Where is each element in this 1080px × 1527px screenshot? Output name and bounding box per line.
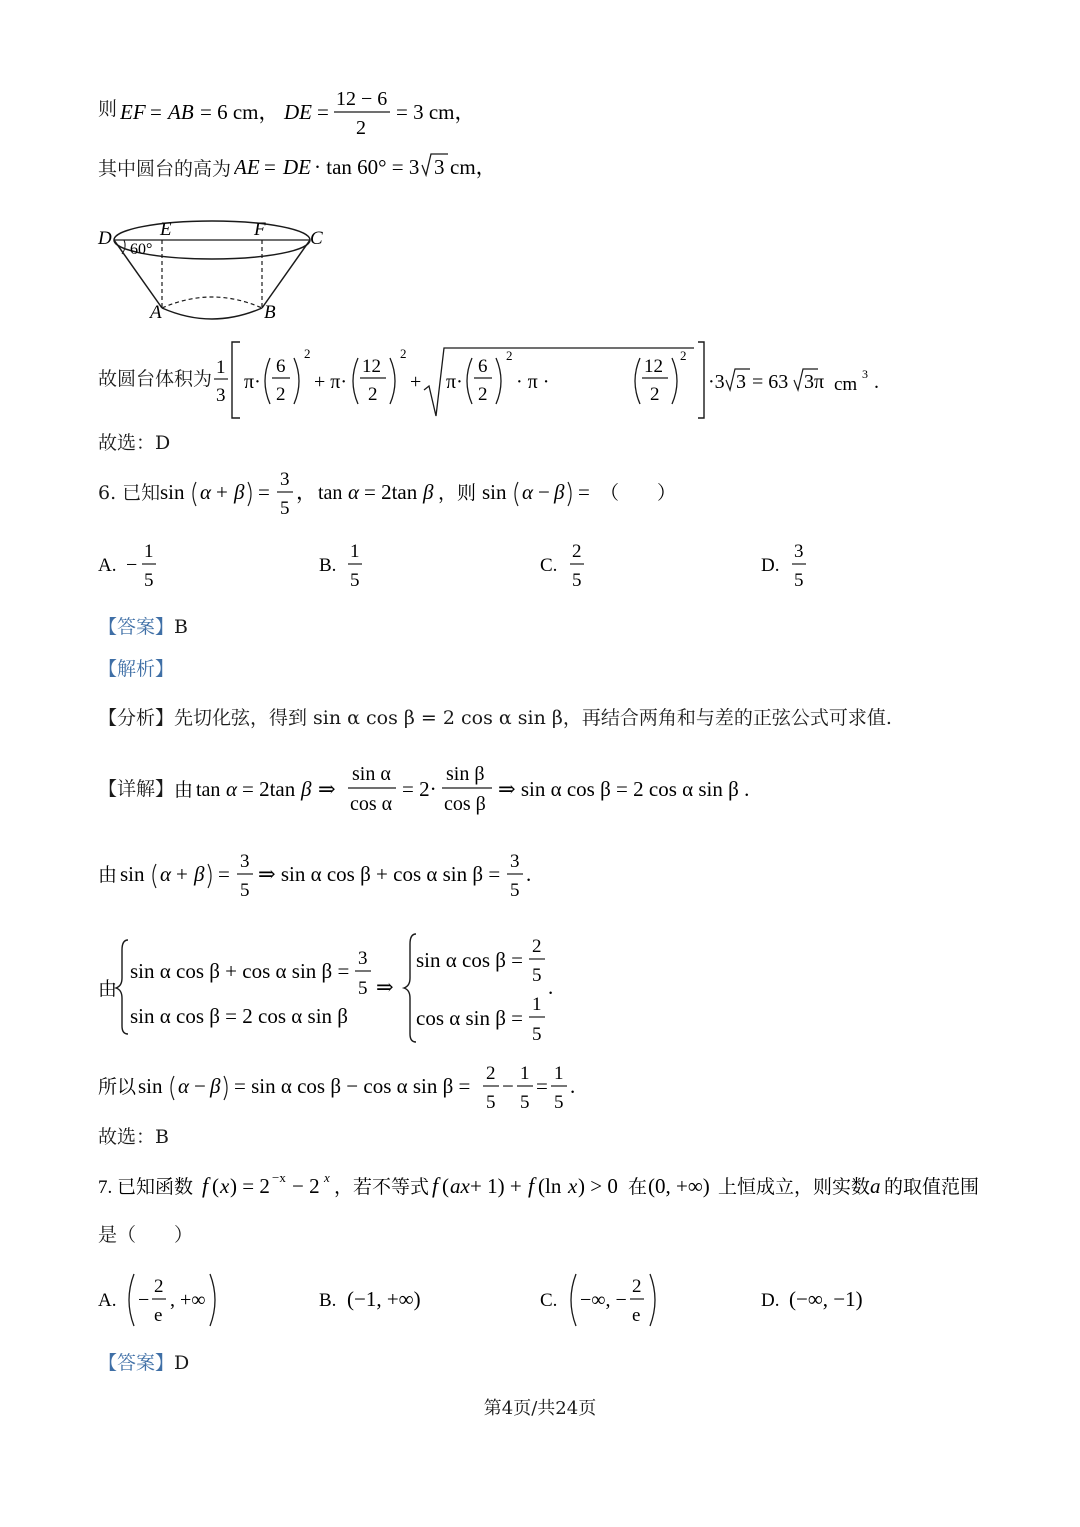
svg-text:，: ，: [296, 480, 317, 504]
svg-text:+ 1) +: + 1) +: [470, 1174, 522, 1198]
svg-text:−∞, −: −∞, −: [580, 1289, 627, 1311]
line-prefix: 其中圆台的高为: [98, 158, 232, 180]
svg-text:在: 在: [628, 1177, 648, 1198]
svg-text:B.: B.: [319, 555, 337, 576]
q6-option-d-svg: [761, 540, 821, 592]
svg-text:⇒: ⇒: [318, 777, 336, 801]
svg-text:, +∞: , +∞: [170, 1289, 206, 1311]
svg-text:3: 3: [240, 851, 250, 872]
svg-text:+: +: [216, 480, 228, 504]
svg-text:=: =: [258, 480, 270, 504]
q6-number: 6. 已知: [98, 482, 161, 504]
svg-text:2: 2: [680, 348, 687, 363]
svg-text:(0, +∞): (0, +∞): [648, 1174, 710, 1198]
svg-text:f: f: [432, 1173, 439, 1198]
svg-text:2: 2: [632, 1276, 642, 1297]
svg-text:C.: C.: [540, 1290, 558, 1311]
answer-tag: 【答案】: [98, 1352, 175, 1374]
svg-text:5: 5: [532, 965, 542, 986]
page-footer: 第4页/共24页: [483, 1398, 597, 1419]
svg-text:= 6 cm，: = 6 cm，: [200, 100, 280, 124]
label-b: B: [264, 302, 276, 323]
svg-text:DE: DE: [283, 155, 311, 179]
svg-text:−: −: [126, 554, 138, 576]
svg-text:= 63: = 63: [752, 371, 789, 393]
svg-text:+: +: [410, 371, 422, 393]
svg-text:e: e: [632, 1305, 641, 1326]
svg-text:cos β: cos β: [444, 793, 486, 815]
svg-text:2: 2: [276, 384, 286, 405]
detail-formula-3: [98, 930, 598, 1050]
svg-text:a: a: [870, 1174, 881, 1198]
q6-option-b-svg: [319, 540, 379, 592]
svg-text:2: 2: [356, 117, 366, 138]
svg-text:5: 5: [350, 570, 360, 591]
svg-text:cos α sin β =: cos α sin β =: [416, 1006, 524, 1030]
svg-text:2: 2: [304, 346, 311, 361]
svg-text:的取值范围: 的取值范围: [884, 1177, 980, 1198]
svg-text:3: 3: [280, 469, 290, 490]
svg-text:f: f: [202, 1173, 209, 1198]
svg-text:A.: A.: [98, 1290, 117, 1311]
svg-text:B.: B.: [319, 1290, 337, 1311]
formula-height: [234, 148, 494, 188]
svg-text:β: β: [554, 480, 565, 504]
detail-formula-2-svg: [98, 848, 618, 904]
svg-text:5: 5: [520, 1092, 530, 1113]
svg-text:· π ·: · π ·: [516, 371, 550, 393]
svg-text:由: 由: [98, 865, 118, 886]
svg-text:(: (: [212, 1174, 219, 1198]
svg-text:1: 1: [350, 541, 360, 562]
svg-text:π·: π·: [446, 371, 463, 393]
svg-text:(ln: (ln: [538, 1174, 562, 1198]
svg-text:+: +: [176, 862, 188, 886]
q6-option-a-svg: [98, 540, 178, 592]
fenxi-text: 先切化弦，得到 sin α cos β = 2 cos α sin β，再结合两角和与差的正弦公式可求值.: [174, 707, 892, 729]
svg-text:e: e: [154, 1305, 163, 1326]
q6-answer-line: [98, 618, 188, 637]
svg-text:3: 3: [736, 371, 746, 393]
q7-option-b: [319, 1270, 439, 1334]
svg-text:.: .: [570, 1074, 576, 1098]
svg-text:cos α: cos α: [350, 793, 393, 815]
svg-text:sin α cos β + cos α sin β =: sin α cos β + cos α sin β =: [130, 959, 350, 983]
svg-text:β: β: [234, 480, 245, 504]
svg-text:β: β: [194, 862, 205, 886]
svg-text:12 − 6: 12 − 6: [336, 88, 388, 110]
formula-volume: [214, 340, 894, 426]
svg-text:π·: π·: [244, 371, 261, 393]
formula-ef-de-svg: [120, 88, 520, 138]
q7-option-a: [98, 1270, 228, 1334]
label-f: F: [254, 219, 266, 240]
q6-option-c: [540, 540, 600, 596]
line-prefix: 故圆台体积为: [98, 368, 213, 390]
svg-text:5: 5: [532, 1024, 542, 1045]
svg-text:2: 2: [486, 1063, 496, 1084]
q7-option-d-svg: [761, 1270, 881, 1330]
q7-option-b-svg: [319, 1270, 439, 1330]
svg-text:3: 3: [862, 367, 868, 381]
svg-text:EF: EF: [120, 100, 146, 124]
svg-text:5: 5: [794, 570, 804, 591]
formula-height-svg: [234, 148, 494, 184]
svg-text:上恒成立，则实数: 上恒成立，则实数: [718, 1177, 871, 1198]
svg-text:D.: D.: [761, 1290, 780, 1311]
fenxi-line: [98, 709, 892, 728]
q7-answer: D: [174, 1352, 190, 1374]
svg-text:· tan 60° = 3: · tan 60° = 3: [314, 155, 420, 179]
svg-text:⇒ sin α cos β = 2 cos α sin β: ⇒ sin α cos β = 2 cos α sin β .: [498, 777, 750, 801]
svg-text:x: x: [568, 1174, 578, 1198]
analysis-tag: 【解析】: [98, 658, 175, 680]
svg-text:β: β: [301, 777, 312, 801]
svg-text:.: .: [874, 371, 879, 393]
svg-text:C.: C.: [540, 555, 558, 576]
svg-text:AE: AE: [234, 155, 260, 179]
svg-text:=: =: [536, 1074, 548, 1098]
svg-text:=: =: [150, 100, 162, 124]
svg-text:= 2tan: = 2tan: [364, 480, 418, 504]
svg-text:=: =: [578, 480, 590, 504]
q6-option-d: [761, 540, 821, 596]
formula-volume-svg: [214, 340, 894, 422]
svg-text:cm: cm: [834, 374, 858, 395]
svg-text:⇒ sin α cos β + cos α sin β =: ⇒ sin α cos β + cos α sin β =: [258, 862, 501, 886]
svg-text:2: 2: [154, 1276, 164, 1297]
svg-text:= 2·: = 2·: [402, 777, 437, 801]
label-a: A: [150, 302, 162, 323]
q6-answer: B: [174, 616, 188, 638]
svg-text:3: 3: [358, 948, 368, 969]
svg-text:DE: DE: [284, 100, 312, 124]
svg-text:tan: tan: [196, 779, 221, 801]
q6-option-c-svg: [540, 540, 600, 592]
svg-text:5: 5: [280, 498, 290, 519]
detail-formula-1-svg: [174, 760, 874, 822]
q7-formula: [98, 1168, 988, 1212]
svg-text:1: 1: [532, 994, 542, 1015]
detail-formula-1: [174, 760, 874, 826]
svg-text:sin: sin: [138, 1074, 163, 1098]
svg-text:3: 3: [794, 541, 804, 562]
svg-text:5: 5: [572, 570, 582, 591]
svg-text:) = 2: ) = 2: [230, 1174, 270, 1198]
svg-text:1: 1: [144, 541, 154, 562]
svg-text:(−∞, −1): (−∞, −1): [789, 1287, 863, 1311]
svg-text:12: 12: [362, 356, 381, 377]
svg-text:=: =: [218, 862, 230, 886]
label-d: D: [98, 228, 112, 249]
q6-formula-svg: [160, 468, 780, 524]
svg-text:2: 2: [400, 346, 407, 361]
svg-text:= sin α cos β − cos α sin β =: = sin α cos β − cos α sin β =: [234, 1074, 471, 1098]
svg-text:sin: sin: [120, 862, 145, 886]
svg-text:β: β: [210, 1074, 221, 1098]
svg-text:(−1, +∞): (−1, +∞): [347, 1287, 421, 1311]
svg-text:−: −: [194, 1074, 206, 1098]
q7-option-c-svg: [540, 1270, 670, 1330]
svg-text:cm，: cm，: [450, 155, 494, 179]
svg-text:，则: ，则: [438, 483, 477, 504]
label-e: E: [160, 219, 172, 240]
fenxi-tag: 【分析】: [98, 707, 175, 729]
svg-text:α: α: [348, 480, 360, 504]
svg-text:α: α: [160, 862, 172, 886]
q7-option-a-svg: [98, 1270, 228, 1330]
svg-text:1: 1: [554, 1063, 564, 1084]
svg-text:x: x: [324, 1170, 330, 1185]
svg-text:5: 5: [554, 1092, 564, 1113]
svg-text:5: 5: [240, 880, 250, 901]
q7-formula-svg: [98, 1168, 988, 1208]
svg-text:3: 3: [216, 385, 226, 406]
svg-text:2: 2: [478, 384, 488, 405]
svg-text:+ π·: + π·: [314, 371, 348, 393]
detail-formula-4: [98, 1060, 618, 1120]
svg-text:2: 2: [650, 384, 660, 405]
svg-text:sin: sin: [482, 480, 507, 504]
svg-text:ax: ax: [450, 1174, 470, 1198]
svg-text:.: .: [526, 862, 532, 886]
svg-text:AB: AB: [168, 100, 194, 124]
line-prefix: 则: [98, 98, 118, 120]
svg-text:（ ）: （ ）: [600, 483, 677, 504]
svg-text:f: f: [528, 1173, 535, 1198]
svg-text:5: 5: [358, 978, 368, 999]
svg-text:5: 5: [486, 1092, 496, 1113]
svg-text:x: x: [220, 1174, 230, 1198]
svg-text:·3: ·3: [708, 371, 725, 393]
svg-text:β: β: [423, 480, 434, 504]
label-c: C: [310, 228, 323, 249]
svg-text:sin α: sin α: [352, 763, 391, 785]
svg-text:α: α: [522, 480, 534, 504]
svg-text:α: α: [200, 480, 212, 504]
q6-formula: [160, 468, 780, 528]
svg-text:由: 由: [174, 780, 194, 801]
svg-text:=: =: [264, 155, 276, 179]
q7-option-c: [540, 1270, 670, 1334]
svg-text:6: 6: [478, 356, 488, 377]
detail-formula-4-svg: [98, 1060, 618, 1116]
svg-text:tan: tan: [318, 482, 343, 504]
svg-text:由: 由: [98, 979, 118, 1000]
svg-text:(: (: [442, 1174, 449, 1198]
svg-text:sin: sin: [160, 480, 185, 504]
svg-text:3π: 3π: [804, 371, 825, 393]
svg-text:α: α: [226, 777, 238, 801]
svg-text:= 3 cm，: = 3 cm，: [396, 100, 476, 124]
svg-text:1: 1: [216, 357, 226, 378]
choose-6: 故选：B: [98, 1126, 169, 1148]
choose-5: 故选：D: [98, 432, 171, 454]
svg-text:7. 已知函数: 7. 已知函数: [98, 1177, 194, 1198]
svg-text:.: .: [548, 975, 554, 999]
q7-answer-line: [98, 1354, 189, 1373]
frustum-figure: [96, 218, 336, 328]
svg-text:) > 0: ) > 0: [578, 1174, 618, 1198]
answer-tag: 【答案】: [98, 616, 175, 638]
svg-text:−: −: [538, 480, 550, 504]
q6-option-a: [98, 540, 178, 596]
svg-text:3: 3: [434, 155, 445, 179]
svg-text:1: 1: [520, 1063, 530, 1084]
svg-text:sin α cos β =: sin α cos β =: [416, 948, 524, 972]
svg-text:5: 5: [510, 880, 520, 901]
detail-formula-3-svg: [98, 930, 598, 1046]
svg-text:α: α: [178, 1074, 190, 1098]
svg-text:6: 6: [276, 356, 286, 377]
formula-ef-de: [120, 88, 520, 142]
svg-text:sin β: sin β: [446, 763, 485, 785]
svg-text:−: −: [138, 1289, 150, 1311]
svg-text:2: 2: [572, 541, 582, 562]
svg-text:2: 2: [368, 384, 378, 405]
svg-text:，若不等式: ，若不等式: [334, 1177, 430, 1198]
svg-text:3: 3: [510, 851, 520, 872]
svg-text:= 2tan: = 2tan: [242, 777, 296, 801]
svg-text:− 2: − 2: [292, 1174, 320, 1198]
detail-formula-2: [98, 848, 618, 908]
svg-text:12: 12: [644, 356, 663, 377]
svg-text:A.: A.: [98, 555, 117, 576]
svg-text:−: −: [502, 1074, 514, 1098]
detail-tag: 【详解】: [98, 778, 175, 800]
q6-option-b: [319, 540, 379, 596]
q7-option-d: [761, 1270, 881, 1334]
svg-text:D.: D.: [761, 555, 780, 576]
svg-text:⇒: ⇒: [376, 975, 394, 999]
svg-text:−x: −x: [272, 1170, 286, 1185]
svg-text:=: =: [317, 100, 329, 124]
label-angle: 60°: [130, 241, 153, 258]
svg-text:所以: 所以: [98, 1077, 137, 1098]
svg-text:2: 2: [532, 936, 542, 957]
svg-text:2: 2: [506, 348, 513, 363]
svg-text:5: 5: [144, 570, 154, 591]
svg-text:sin α cos β = 2 cos α sin β: sin α cos β = 2 cos α sin β: [130, 1004, 348, 1028]
q7-stem-2: 是（ ）: [98, 1224, 194, 1246]
